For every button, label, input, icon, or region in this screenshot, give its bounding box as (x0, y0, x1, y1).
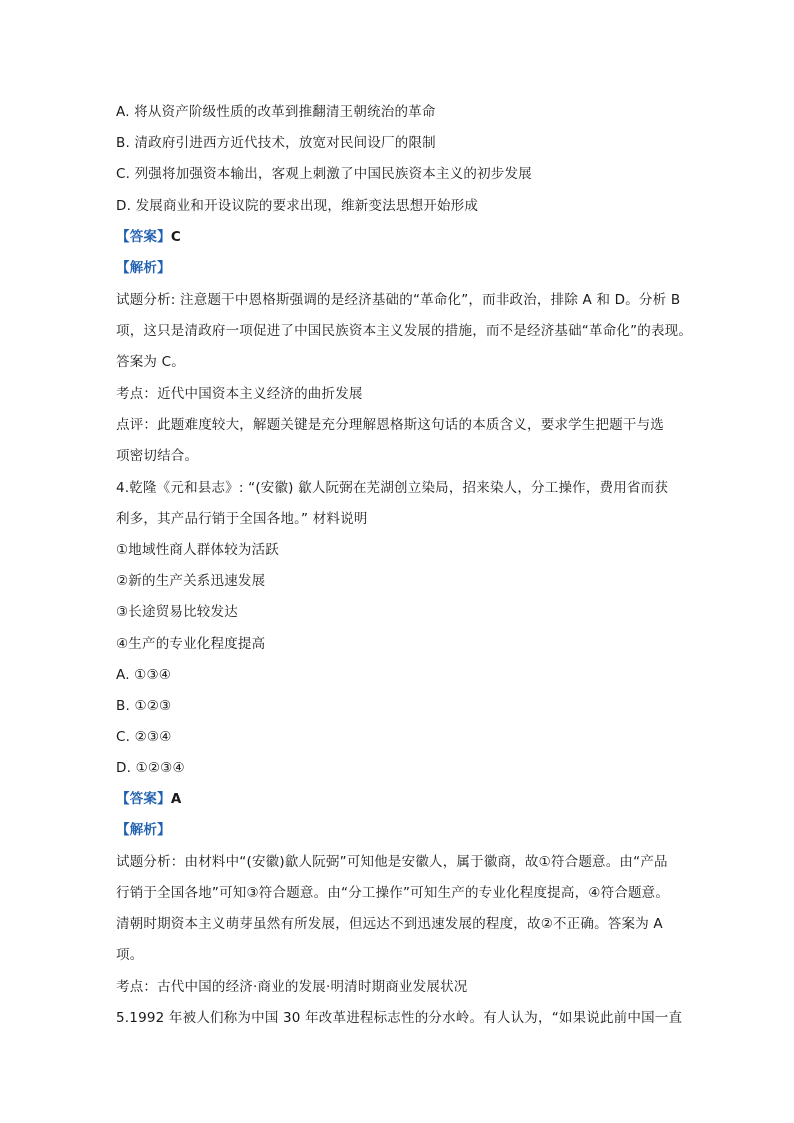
q3-analysis-line: 答案为 C。 (116, 354, 185, 370)
q4-analysis-line: 行销于全国各地”可知③符合题意。由“分工操作”可知生产的专业化程度提高，④符合题意。 (116, 885, 670, 901)
q4-option-d: D. ①②③④ (116, 760, 185, 776)
q4-analysis-line: 试题分析：由材料中“(安徽)歙人阮弼”可知他是安徽人，属于徽商，故①符合题意。由“产品 (116, 854, 668, 870)
q4-answer-label: 【答案】 (116, 791, 171, 807)
q3-dianping-line: 点评：此题难度较大，解题关键是充分理解恩格斯这句话的本质含义，要求学生把题干与选 (116, 417, 664, 433)
q3-analysis-label: 【解析】 (116, 260, 171, 276)
q3-option-a: A. 将从资产阶级性质的改革到推翻清王朝统治的革命 (116, 104, 436, 120)
q3-answer (116, 227, 181, 247)
q3-answer-label: 【答案】 (116, 229, 171, 245)
q4-stem-line: 利多，其产品行销于全国各地。” 材料说明 (116, 511, 368, 527)
q3-analysis-line: 项，这只是清政府一项促进了中国民族资本主义发展的措施，而不是经济基础“革命化”的表现。 (116, 323, 693, 339)
q4-analysis-label: 【解析】 (116, 822, 171, 838)
q4-item: ②新的生产关系迅速发展 (116, 573, 266, 589)
q4-item: ③长途贸易比较发达 (116, 604, 238, 620)
q4-answer (116, 789, 181, 809)
q4-option-b: B. ①②③ (116, 698, 172, 714)
q3-answer-value: C (170, 229, 181, 245)
q3-analysis-line: 试题分析: 注意题干中恩格斯强调的是经济基础的“革命化”，而非政治，排除 A 和 D。分析 B (116, 292, 681, 308)
q4-option-c: C. ②③④ (116, 729, 172, 745)
q4-answer-value: A (170, 791, 182, 807)
q3-option-c: C. 列强将加强资本输出，客观上刺激了中国民族资本主义的初步发展 (116, 166, 532, 182)
q3-option-d: D. 发展商业和开设议院的要求出现，维新变法思想开始形成 (116, 198, 479, 214)
q3-option-b: B. 清政府引进西方近代技术，放宽对民间设厂的限制 (116, 135, 436, 151)
q4-kaodian: 考点：古代中国的经济·商业的发展·明清时期商业发展状况 (116, 979, 468, 995)
q4-analysis-line: 清朝时期资本主义萌芽虽然有所发展，但远达不到迅速发展的程度，故②不正确。答案为 A (116, 916, 663, 932)
q4-option-a: A. ①③④ (116, 667, 172, 683)
q3-kaodian: 考点：近代中国资本主义经济的曲折发展 (116, 386, 363, 402)
q4-item: ①地域性商人群体较为活跃 (116, 542, 280, 558)
q5-stem-line: 5.1992 年被人们称为中国 30 年改革进程标志性的分水岭。有人认为，“如果说此前中国一直 (116, 1010, 683, 1026)
q4-analysis-line: 项。 (116, 947, 144, 963)
q3-dianping-line: 项密切结合。 (116, 448, 199, 464)
q4-item: ④生产的专业化程度提高 (116, 636, 266, 652)
q4-stem-line: 4.乾隆《元和县志》: “(安徽) 歙人阮弼在芜湖创立染局，招来染人，分工操作，费用省而获 (116, 480, 669, 496)
